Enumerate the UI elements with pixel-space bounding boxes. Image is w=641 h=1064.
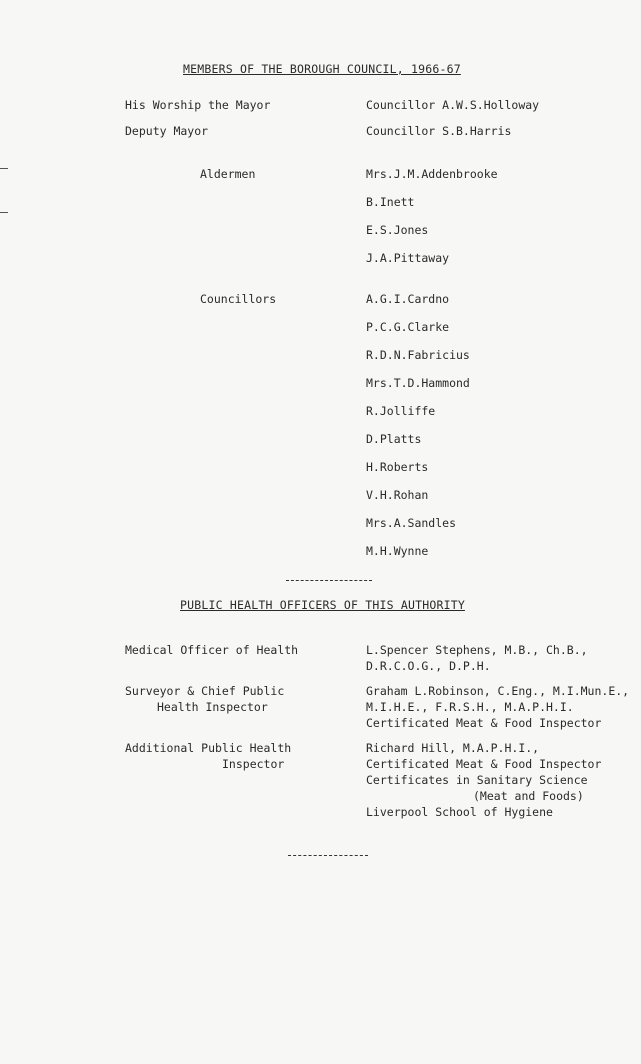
margin-mark [0,212,8,213]
councillor-name: D.Platts [366,432,422,446]
medical-officer-qualifications: D.R.C.O.G., D.P.H. [366,659,491,673]
additional-inspector-certificate: (Meat and Foods) [473,789,584,803]
alderman-name: B.Inett [366,195,415,209]
councillor-name: R.D.N.Fabricius [366,348,470,362]
additional-inspector-label: Inspector [222,757,285,771]
medical-officer-name: L.Spencer Stephens, M.B., Ch.B., [366,643,588,657]
surveyor-label: Surveyor & Chief Public [125,684,285,698]
alderman-name: J.A.Pittaway [366,251,450,265]
councillor-name: P.C.G.Clarke [366,320,450,334]
additional-inspector-name: Richard Hill, M.A.P.H.I., [366,741,540,755]
councillor-name: R.Jolliffe [366,404,436,418]
councillors-label: Councillors [200,292,277,306]
councillor-name: M.H.Wynne [366,544,429,558]
additional-inspector-certificate: Certificates in Sanitary Science [366,773,588,787]
officers-heading: PUBLIC HEALTH OFFICERS OF THIS AUTHORITY [180,598,465,612]
surveyor-name: Graham L.Robinson, C.Eng., M.I.Mun.E., [366,684,630,698]
additional-inspector-label: Additional Public Health [125,741,292,755]
council-heading: MEMBERS OF THE BOROUGH COUNCIL, 1966-67 [183,62,461,76]
surveyor-qualifications: M.I.H.E., F.R.S.H., M.A.P.H.I. [366,700,574,714]
alderman-name: E.S.Jones [366,223,429,237]
section-divider [286,580,372,581]
alderman-name: Mrs.J.M.Addenbrooke [366,167,498,181]
margin-mark [0,168,8,169]
surveyor-certificate: Certificated Meat & Food Inspector [366,716,602,730]
councillor-name: Mrs.T.D.Hammond [366,376,470,390]
mayor-label: His Worship the Mayor [125,98,271,112]
councillor-name: A.G.I.Cardno [366,292,450,306]
mayor-name: Councillor A.W.S.Holloway [366,98,540,112]
councillor-name: Mrs.A.Sandles [366,516,457,530]
deputy-mayor-label: Deputy Mayor [125,124,209,138]
councillor-name: H.Roberts [366,460,429,474]
aldermen-label: Aldermen [200,167,256,181]
additional-inspector-school: Liverpool School of Hygiene [366,805,553,819]
deputy-mayor-name: Councillor S.B.Harris [366,124,512,138]
medical-officer-label: Medical Officer of Health [125,643,299,657]
additional-inspector-certificate: Certificated Meat & Food Inspector [366,757,602,771]
section-divider [288,855,368,856]
surveyor-label: Health Inspector [157,700,268,714]
councillor-name: V.H.Rohan [366,488,429,502]
